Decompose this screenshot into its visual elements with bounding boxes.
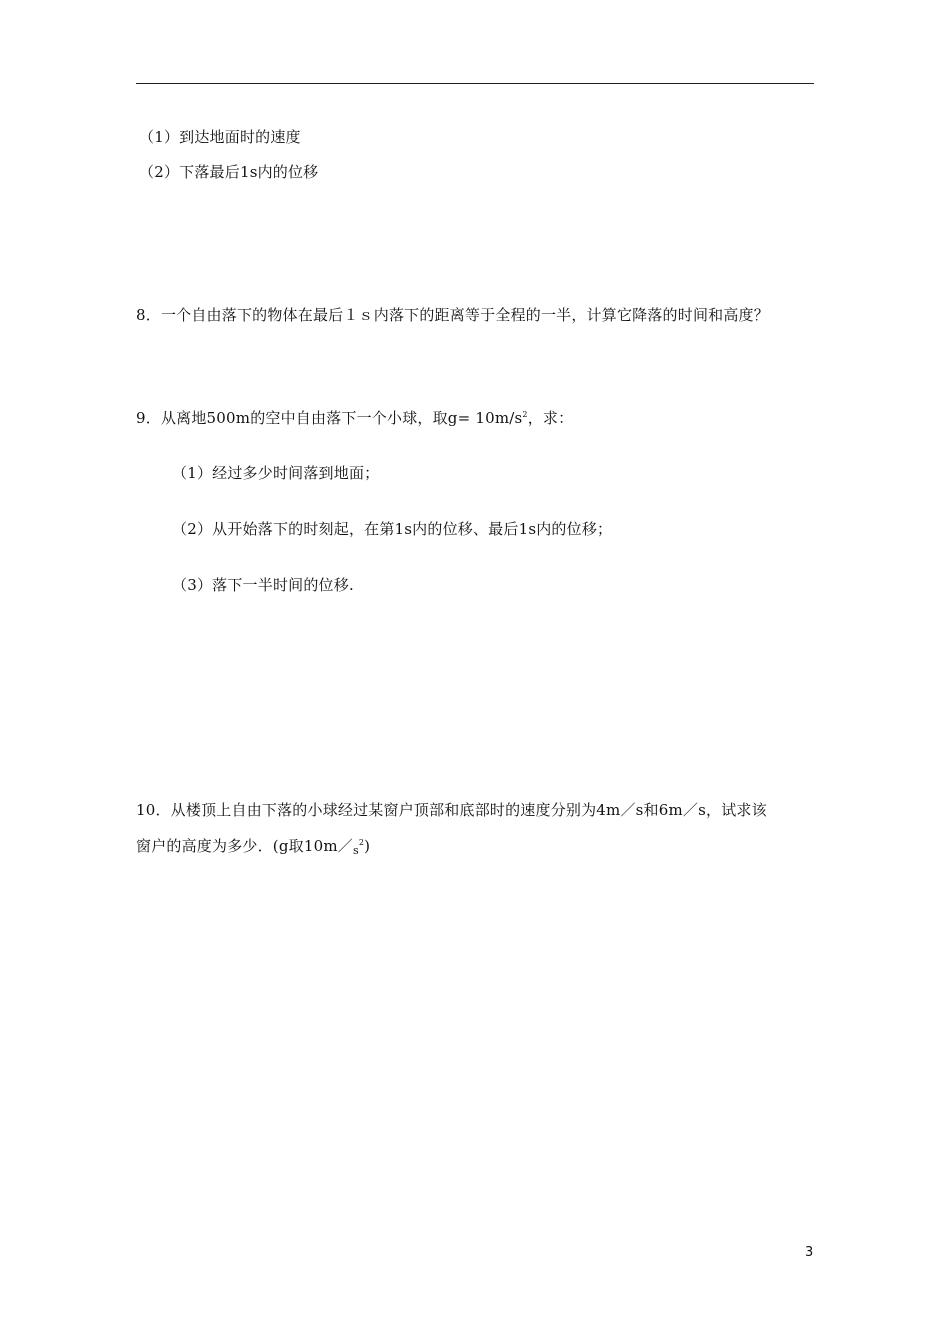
question-9-exponent: 2 <box>522 410 528 419</box>
question-9-stem-text: 9．从离地500m的空中自由落下一个小球，取g= 10m/s <box>136 409 523 427</box>
question-10-line-2-tail: ) <box>364 837 371 855</box>
question-10-exponent: 2 <box>358 838 365 847</box>
question-9-stem <box>136 408 573 428</box>
question-10-unit-s: s <box>352 844 359 857</box>
question-9-part-2: （2）从开始落下的时刻起，在第1s内的位移、最后1s内的位移； <box>172 520 613 538</box>
question-10-line-1: 10．从楼顶上自由下落的小球经过某窗户顶部和底部时的速度分别为4m／s和6m／s，试求该 <box>136 801 767 819</box>
header-rule <box>136 83 814 84</box>
question-9-stem-tail: ，求： <box>527 409 574 427</box>
prev-question-part-1: （1）到达地面时的速度 <box>139 128 301 146</box>
page-number: 3 <box>805 1245 814 1260</box>
question-10-line-2 <box>136 836 370 861</box>
question-9-part-1: （1）经过多少时间落到地面； <box>172 464 380 482</box>
prev-question-part-2: （2）下落最后1s内的位移 <box>139 163 319 181</box>
question-9-part-3: （3）落下一半时间的位移. <box>172 576 354 594</box>
question-10-line-2-text: 窗户的高度为多少．(g取10m／ <box>136 837 353 855</box>
question-8: 8．一个自由落下的物体在最后１ｓ内落下的距离等于全程的一半，计算它降落的时间和高度？ <box>136 306 769 324</box>
